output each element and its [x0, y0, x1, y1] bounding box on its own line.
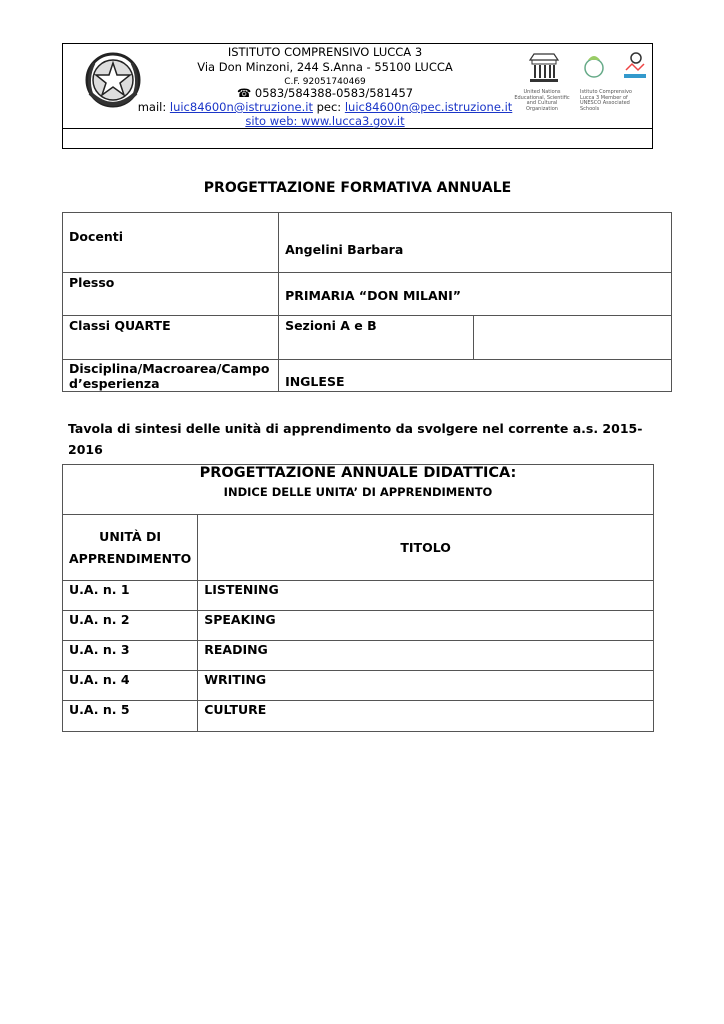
- col-header-title: TITOLO: [198, 515, 654, 581]
- table-row: [63, 581, 654, 611]
- table-row: [63, 671, 654, 701]
- table-row: [63, 273, 672, 316]
- classi-label: Classi QUARTE: [63, 316, 279, 360]
- letterhead-divider: [62, 128, 653, 129]
- unit-title: LISTENING: [198, 581, 654, 611]
- empty-cell: [474, 316, 672, 360]
- mail-line: [130, 101, 520, 114]
- table-row: [63, 515, 654, 581]
- school-name: ISTITUTO COMPRENSIVO LUCCA 3: [227, 45, 423, 59]
- document-title: PROGETTAZIONE FORMATIVA ANNUALE: [203, 180, 512, 196]
- disciplina-value: INGLESE: [279, 360, 672, 392]
- disciplina-label: Disciplina/Macroarea/Campo d’esperienza: [63, 360, 279, 392]
- table-row: [63, 465, 654, 515]
- table-row: [63, 701, 654, 732]
- table-row: [63, 611, 654, 641]
- phone-line: [140, 87, 510, 100]
- unesco-caption: United Nations Educational, Scientific and Cultural Organization: [514, 89, 570, 112]
- table-row: [63, 213, 672, 273]
- units-table-heading: [63, 465, 654, 515]
- units-table-subtitle: INDICE DELLE UNITA’ DI APPRENDIMENTO: [223, 485, 493, 499]
- phone-icon: ☎: [236, 86, 252, 100]
- unit-number: U.A. n. 1: [63, 581, 198, 611]
- unit-title: WRITING: [198, 671, 654, 701]
- units-table-title: PROGETTAZIONE ANNUALE DIDATTICA:: [199, 465, 517, 481]
- unit-title: CULTURE: [198, 701, 654, 732]
- mail-link[interactable]: luic84600n@istruzione.it: [169, 100, 313, 114]
- unesco-logo-icon: [512, 50, 574, 112]
- col-header-unit: UNITÀ DI APPRENDIMENTO: [63, 515, 198, 581]
- table-row: [63, 360, 672, 392]
- school-logo-icon: [578, 50, 648, 112]
- sezioni-label: Sezioni A e B: [279, 316, 474, 360]
- unit-number: U.A. n. 3: [63, 641, 198, 671]
- docenti-value: Angelini Barbara: [279, 213, 672, 273]
- unit-title: READING: [198, 641, 654, 671]
- table-row: [63, 316, 672, 360]
- unit-number: U.A. n. 5: [63, 701, 198, 732]
- table-row: [63, 641, 654, 671]
- school-address: Via Don Minzoni, 244 S.Anna - 55100 LUCCA: [197, 60, 453, 74]
- plesso-label: Plesso: [63, 273, 279, 316]
- unit-title: SPEAKING: [198, 611, 654, 641]
- summary-text: Tavola di sintesi delle unità di apprendimento da svolgere nel corrente a.s. 2015-2016: [68, 421, 643, 457]
- website-link[interactable]: sito web: www.lucca3.gov.it: [245, 114, 405, 128]
- mail-label: mail:: [137, 100, 167, 114]
- school-logo-caption: Istituto Comprensivo Lucca 3 Member of UNESCO Associated Schools: [580, 89, 632, 112]
- tax-code: C.F. 92051740469: [284, 77, 366, 87]
- unit-number: U.A. n. 4: [63, 671, 198, 701]
- pec-label: pec:: [316, 100, 342, 114]
- teacher-info-table: [62, 212, 672, 392]
- phone-numbers: 0583/584388-0583/581457: [254, 86, 414, 100]
- unit-number: U.A. n. 2: [63, 611, 198, 641]
- plesso-value: PRIMARIA “DON MILANI”: [279, 273, 672, 316]
- pec-link[interactable]: luic84600n@pec.istruzione.it: [344, 100, 513, 114]
- docenti-label: Docenti: [63, 213, 279, 273]
- learning-units-table: [62, 464, 654, 732]
